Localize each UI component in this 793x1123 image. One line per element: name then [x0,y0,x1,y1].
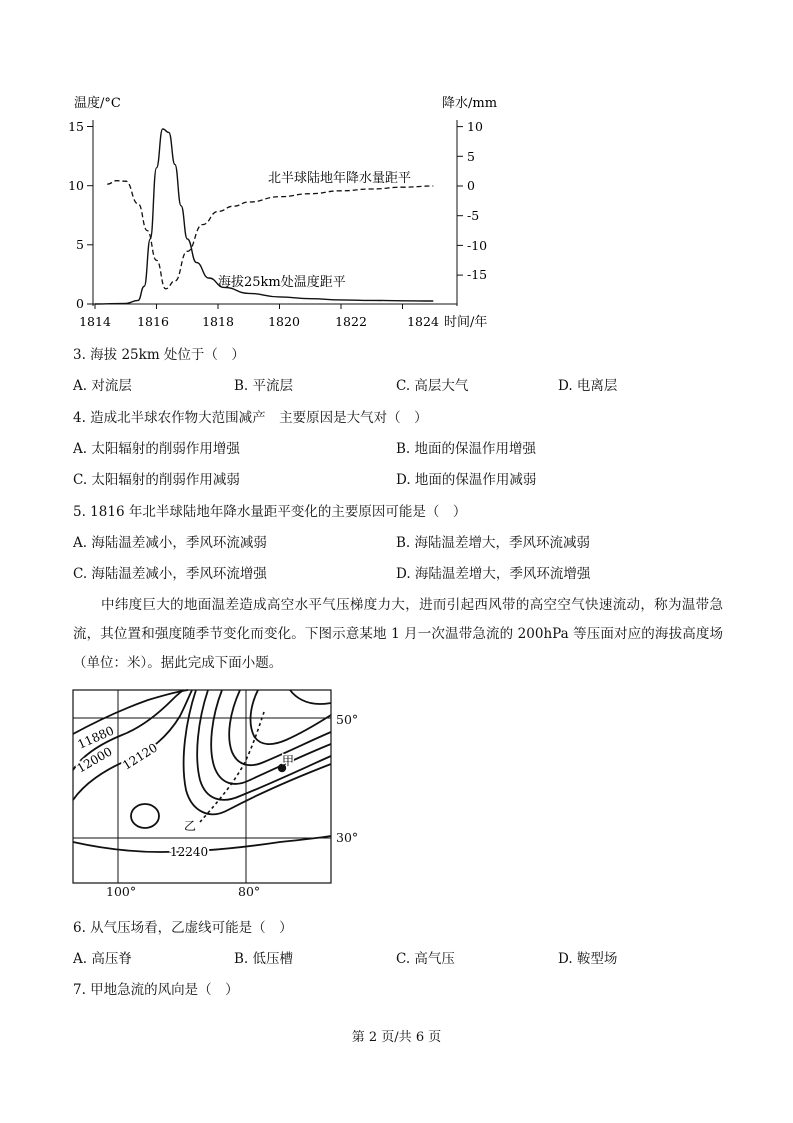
q3-option-c[interactable]: C. 高层大气 [396,378,469,394]
x-tick-label: 1818 [202,314,234,329]
contour-label-12120: 12120 [120,740,160,773]
left-axis-title: 温度/°C [74,96,121,111]
reading-passage: 中纬度巨大的地面温差造成高空水平气压梯度力大，进而引起西风带的高空空气快速流动，称为温带急流，其位置和强度随季节变化而变化。下图示意某地 1 月一次温带急流的 200hPa 等压面对应的海拔高度场（单位：米）。据此完成下面小题。 [73,597,723,671]
lat-label-30: 30° [336,830,359,845]
contour-label-11880: 11880 [75,723,117,752]
q5-option-d[interactable]: D. 海陆温差增大，季风环流增强 [396,566,591,582]
x-tick-label: 1824 [407,314,439,329]
right-axis-title: 降水/mm [442,96,498,111]
point-jia-label: 甲 [282,754,295,768]
right-tick-label: 0 [467,178,475,193]
x-ticks [95,304,403,309]
q6-option-a[interactable]: A. 高压脊 [73,951,132,967]
right-tick-label: 5 [467,149,475,164]
question-4-stem: 4. 造成北半球农作物大范围减产 主要原因是大气对（ ） [73,410,428,426]
climate-chart [70,90,500,335]
q5-option-a[interactable]: A. 海陆温差减小，季风环流减弱 [73,535,267,551]
q3-option-d[interactable]: D. 电离层 [558,378,618,394]
q5-option-b[interactable]: B. 海陆温差增大，季风环流减弱 [396,535,591,551]
x-tick-label: 1822 [335,314,367,329]
x-tick-label: 1816 [137,314,169,329]
question-3-stem: 3. 海拔 25km 处位于（ ） [73,347,245,363]
page-footer: 第 2 页/共 6 页 [351,1030,442,1045]
right-tick-label: -10 [467,238,488,253]
question-7-stem: 7. 甲地急流的风向是（ ） [73,982,239,998]
x-tick-label: 1814 [79,314,111,329]
contour-map [60,684,380,899]
q6-option-c[interactable]: C. 高气压 [396,951,455,967]
left-tick-label: 10 [68,178,84,193]
temp-series-label: 海拔25km处温度距平 [218,275,346,290]
precip-series-label: 北半球陆地年降水量距平 [268,171,412,186]
right-ticks [457,127,463,276]
x-tick-label: 1820 [268,314,300,329]
right-tick-label: -5 [467,208,480,223]
q5-option-c[interactable]: C. 海陆温差减小，季风环流增强 [73,566,267,582]
point-yi-label: 乙 [184,819,197,833]
q3-option-b[interactable]: B. 平流层 [234,378,294,394]
x-axis-title: 时间/年 [444,315,488,330]
q6-option-d[interactable]: D. 鞍型场 [558,951,618,967]
q6-option-b[interactable]: B. 低压槽 [234,951,294,967]
lon-label-100: 100° [106,884,137,899]
left-tick-label: 5 [76,237,84,252]
left-ticks [87,127,93,305]
contour-label-12240: 12240 [170,845,209,859]
q3-option-a[interactable]: A. 对流层 [73,378,132,394]
precipitation-series-line [107,181,433,289]
left-tick-label: 15 [68,119,84,134]
q4-option-b[interactable]: B. 地面的保温作用增强 [396,441,537,457]
lon-label-80: 80° [238,884,261,899]
question-5-stem: 5. 1816 年北半球陆地年降水量距平变化的主要原因可能是（ ） [73,504,467,520]
q4-option-a[interactable]: A. 太阳辐射的削弱作用增强 [73,441,240,457]
q4-option-c[interactable]: C. 太阳辐射的削弱作用减弱 [73,472,240,488]
lat-label-50: 50° [336,712,359,727]
right-tick-label: 10 [467,119,483,134]
contour-label-12000: 12000 [74,744,115,776]
right-tick-label: -15 [467,267,488,282]
left-tick-label: 0 [76,296,84,311]
question-6-stem: 6. 从气压场看，乙虚线可能是（ ） [73,920,293,936]
q4-option-d[interactable]: D. 地面的保温作用减弱 [396,472,537,488]
